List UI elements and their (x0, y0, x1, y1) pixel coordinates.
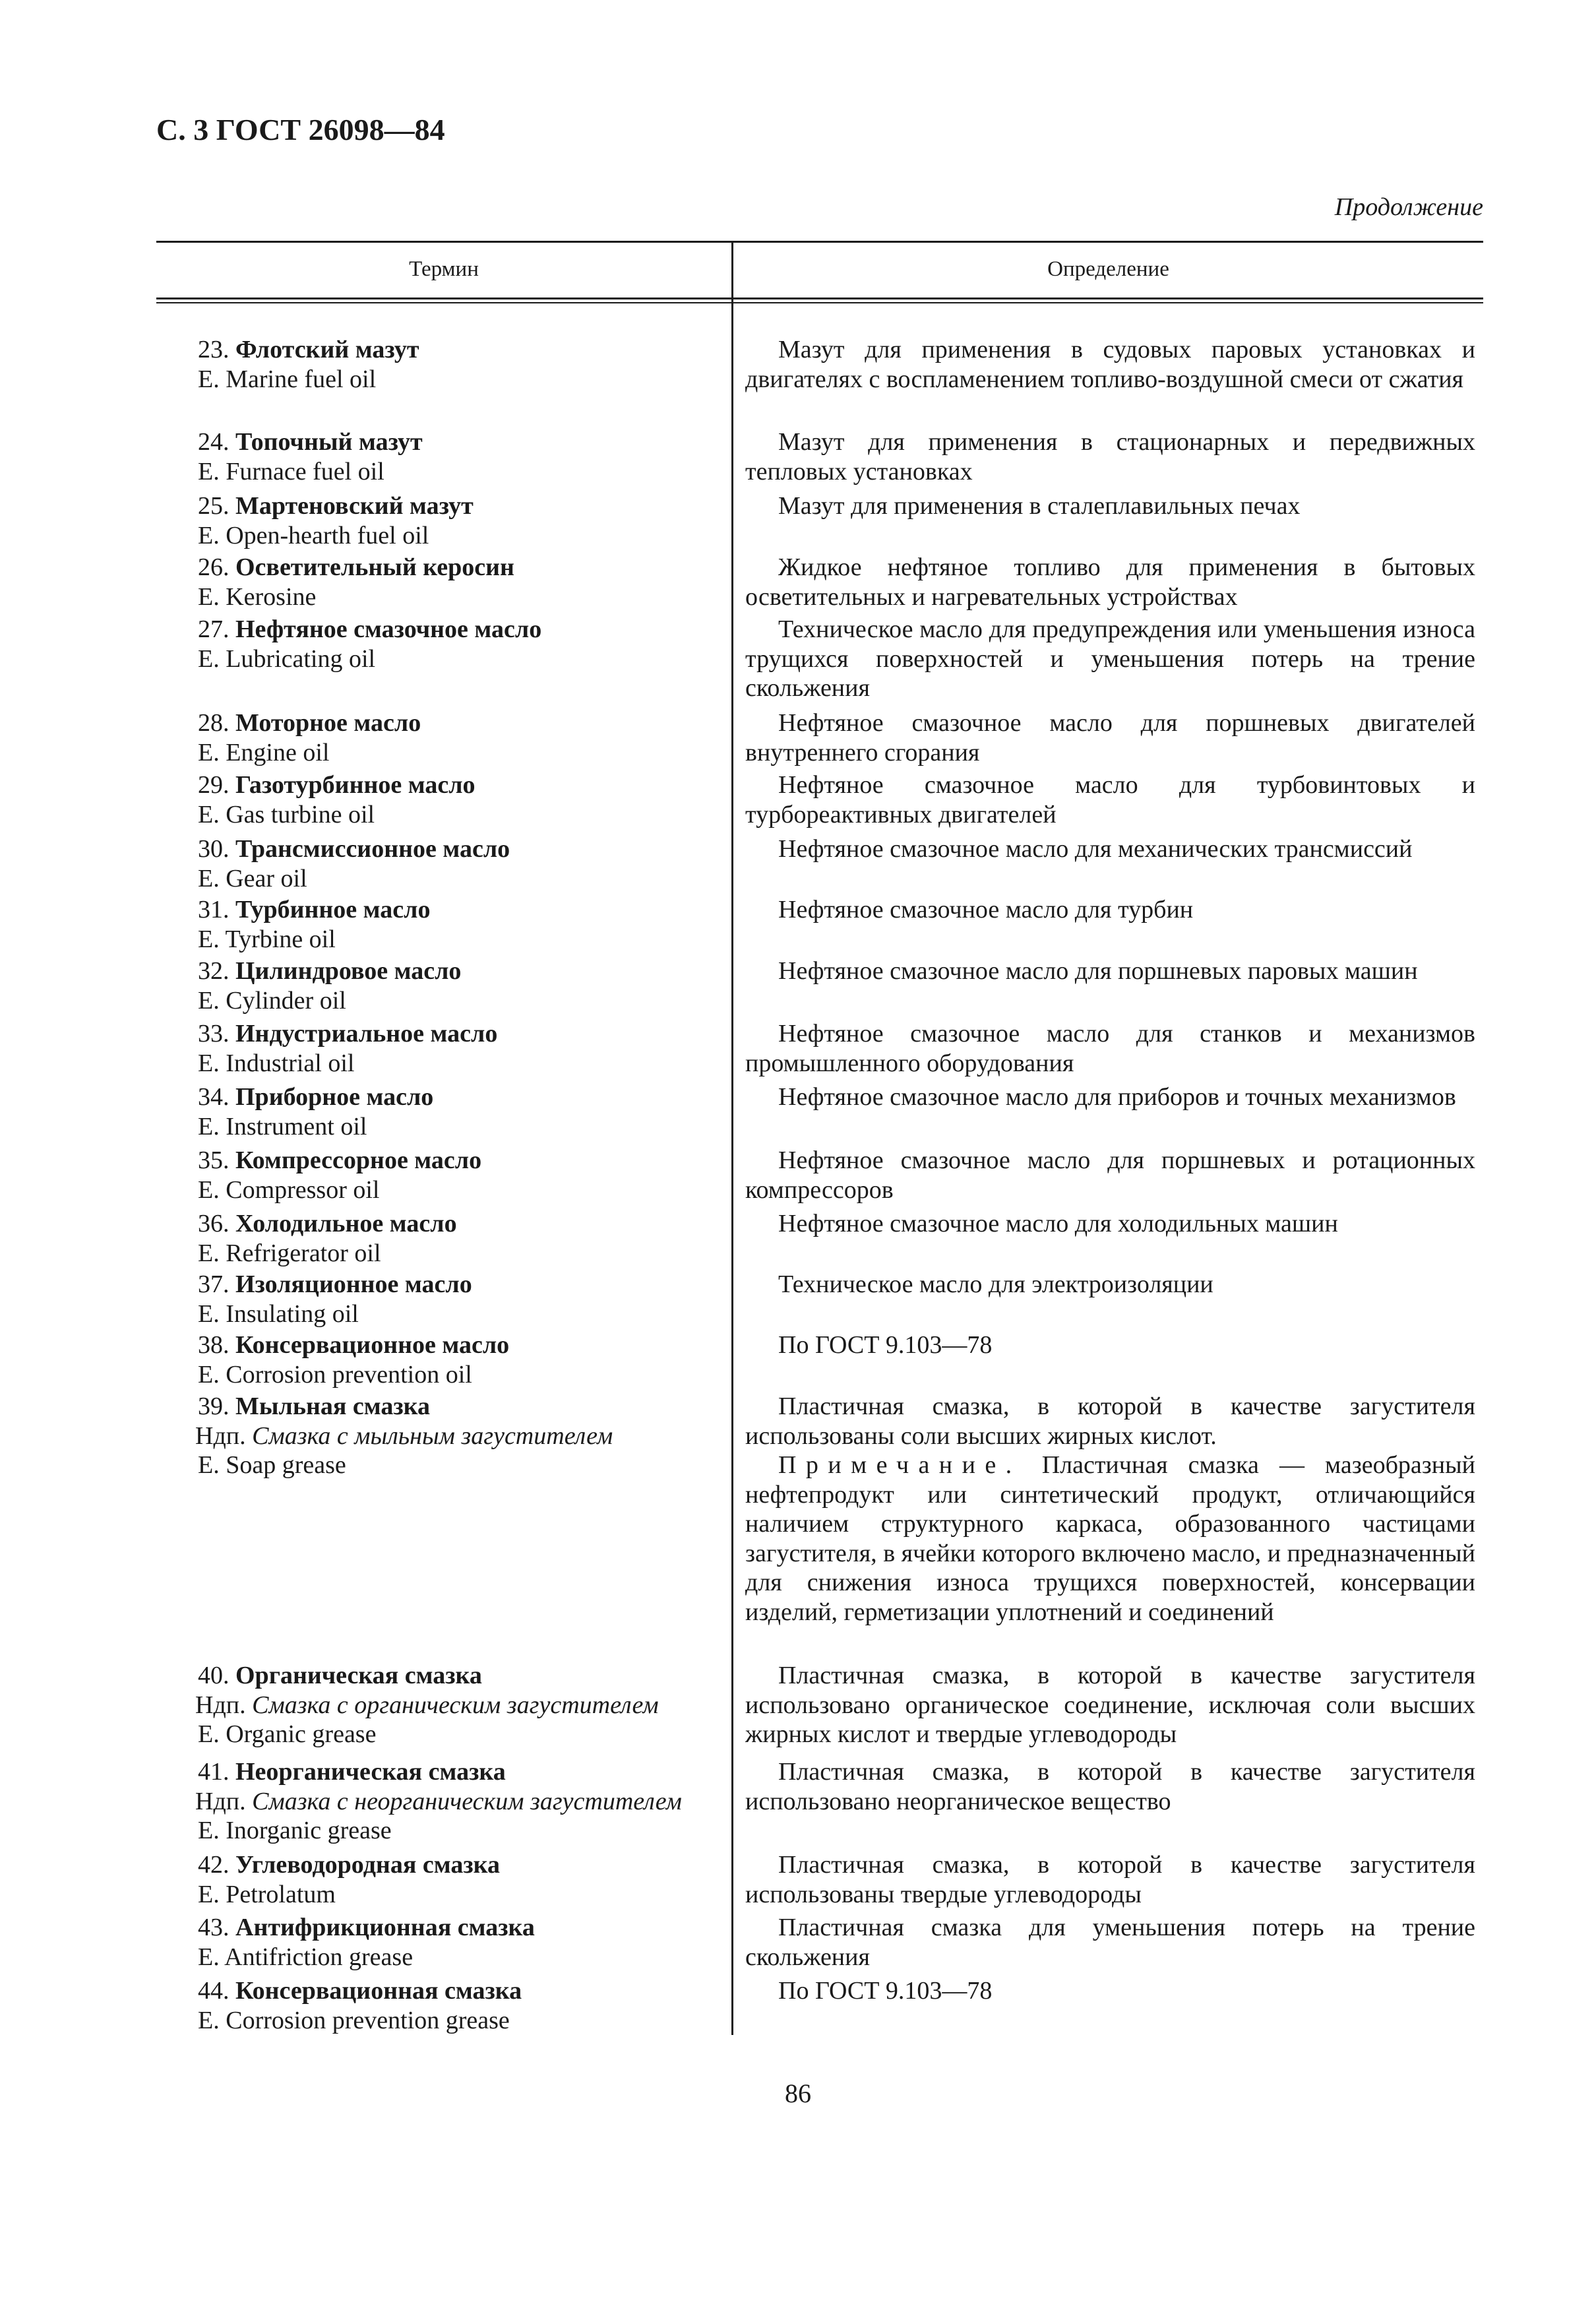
term-name: Органическая смазка (235, 1662, 482, 1689)
term-line (198, 1757, 725, 1787)
definition-text: Мазут для применения в стационарных и передвижных тепловых установках (745, 428, 1475, 485)
english-term-line (198, 738, 725, 768)
english-term: Open-hearth fuel oil (226, 521, 429, 549)
english-term: Petrolatum (226, 1880, 336, 1908)
term-name: Моторное масло (235, 709, 421, 737)
table-top-rule (156, 241, 1483, 243)
definition-text: По ГОСТ 9.103—78 (778, 1977, 993, 2005)
english-term: Refrigerator oil (226, 1239, 381, 1267)
term-number: 31. (198, 896, 230, 923)
definition-text: Нефтяное смазочное масло для холодильных машин (778, 1210, 1338, 1237)
english-prefix: E. (198, 1817, 220, 1844)
definition-text: Техническое масло для предупреждения или уменьшения износа трущихся поверхностей и уменьшения потерь на трение скольжения (745, 615, 1475, 702)
definition-text: Нефтяное смазочное масло для турбин (778, 896, 1194, 923)
deprecated-term-line (195, 1787, 725, 1817)
term-name: Приборное масло (235, 1083, 434, 1111)
term-cell (198, 1019, 725, 1078)
term-cell (195, 1661, 725, 1749)
term-number: 26. (198, 553, 230, 581)
note-paragraph (745, 1451, 1475, 1627)
column-divider (731, 242, 733, 2035)
english-prefix: E. (198, 457, 220, 485)
english-term: Gas turbine oil (226, 800, 375, 829)
term-number: 42. (198, 1851, 230, 1879)
term-line (198, 1209, 725, 1239)
english-prefix: E. (198, 925, 220, 953)
english-term: Industrial oil (226, 1049, 355, 1077)
english-term-line (198, 864, 725, 894)
english-term: Lubricating oil (226, 644, 376, 673)
term-cell (195, 1757, 725, 1846)
definition-text: Нефтяное смазочное масло для станков и механизмов промышленного оборудования (745, 1020, 1475, 1077)
english-term-line (198, 1175, 725, 1205)
term-cell (198, 1330, 725, 1389)
definition-cell (745, 1019, 1475, 1078)
definition-cell (745, 491, 1475, 521)
definition-cell (745, 1392, 1475, 1627)
term-name: Цилиндровое масло (235, 957, 462, 985)
english-prefix: E. (198, 1880, 220, 1908)
term-name: Индустриальное масло (235, 1020, 498, 1048)
english-term-line (198, 1943, 725, 1972)
term-number: 41. (198, 1758, 230, 1786)
term-cell (198, 427, 725, 486)
definition-cell (745, 1146, 1475, 1204)
english-prefix: E. (198, 1360, 220, 1389)
term-name: Трансмиссионное масло (235, 835, 510, 863)
deprecated-term: Смазка с органическим загустителем (252, 1691, 659, 1719)
definition-text: Жидкое нефтяное топливо для применения в бытовых осветительных и нагревательных устройствах (745, 553, 1475, 611)
deprecated-term: Смазка с неорганическим загустителем (252, 1787, 682, 1815)
definition-text: Нефтяное смазочное масло для механических трансмиссий (778, 835, 1413, 863)
definition-cell (745, 615, 1475, 703)
english-term: Tyrbine oil (225, 925, 336, 953)
term-cell (198, 770, 725, 829)
definition-text: Мазут для применения в сталеплавильных печах (778, 492, 1301, 520)
english-term: Inorganic grease (226, 1817, 392, 1844)
term-line (198, 1019, 725, 1049)
english-prefix: E. (198, 644, 220, 673)
definition-cell (745, 427, 1475, 486)
english-term-line (198, 1451, 725, 1480)
definition-text: Нефтяное смазочное масло для поршневых паровых машин (778, 957, 1418, 985)
english-term-line (198, 365, 725, 394)
deprecated-term-line (195, 1691, 725, 1720)
term-name: Консервационная смазка (235, 1977, 522, 2005)
english-prefix: E. (198, 864, 220, 892)
term-name: Газотурбинное масло (235, 771, 476, 799)
english-term: Compressor oil (226, 1175, 380, 1204)
english-prefix: E. (198, 1049, 220, 1077)
english-term: Kerosine (226, 582, 317, 611)
english-term: Insulating oil (226, 1299, 359, 1328)
english-term: Marine fuel oil (226, 365, 377, 393)
english-term-line (198, 800, 725, 830)
term-number: 44. (198, 1977, 230, 2005)
page-number: 86 (785, 2079, 811, 2108)
english-prefix: E. (198, 521, 220, 549)
term-cell (198, 1082, 725, 1141)
english-term-line (198, 521, 725, 551)
table-header-rule (156, 297, 1483, 303)
term-number: 39. (198, 1392, 230, 1420)
english-term: Corrosion prevention oil (226, 1360, 472, 1389)
english-prefix: E. (198, 1112, 220, 1141)
definition-text: Нефтяное смазочное масло для поршневых и ротационных компрессоров (745, 1146, 1475, 1204)
deprecated-term-line (195, 1422, 725, 1451)
definition-cell (745, 1661, 1475, 1749)
term-line (198, 1082, 725, 1112)
term-number: 43. (198, 1914, 230, 1941)
term-number: 25. (198, 492, 230, 520)
deprecated-prefix: Ндп. (195, 1787, 246, 1815)
english-term-line (198, 1049, 725, 1079)
english-prefix: E. (198, 800, 220, 829)
english-term-line (198, 1720, 725, 1749)
term-number: 33. (198, 1020, 230, 1048)
term-name: Осветительный керосин (235, 553, 514, 581)
definition-cell (745, 1757, 1475, 1816)
term-number: 29. (198, 771, 230, 799)
definition-text: Пластичная смазка для уменьшения потерь на трение скольжения (745, 1914, 1475, 1971)
definition-text: По ГОСТ 9.103—78 (778, 1331, 993, 1359)
term-number: 36. (198, 1210, 230, 1237)
english-term: Cylinder oil (226, 986, 346, 1015)
term-cell (198, 834, 725, 893)
term-line (198, 708, 725, 738)
term-cell (198, 1146, 725, 1204)
definition-text: Пластичная смазка, в которой в качестве загустителя использованы твердые углеводороды (745, 1851, 1475, 1908)
definition-text: Нефтяное смазочное масло для приборов и точных механизмов (778, 1083, 1456, 1111)
term-name: Мыльная смазка (235, 1392, 430, 1420)
definition-cell (745, 1913, 1475, 1972)
term-cell (198, 956, 725, 1015)
term-name: Консервационное масло (235, 1331, 510, 1359)
english-term: Corrosion prevention grease (226, 2006, 510, 2034)
definition-cell (745, 1976, 1475, 2006)
term-cell (198, 335, 725, 394)
term-name: Компрессорное масло (235, 1146, 482, 1174)
definition-cell (745, 1270, 1475, 1299)
term-line (198, 491, 725, 521)
english-prefix: E. (198, 1943, 220, 1971)
term-name: Мартеновский мазут (235, 492, 474, 520)
column-header-definition: Определение (1047, 257, 1169, 281)
definition-text: Нефтяное смазочное масло для поршневых двигателей внутреннего сгорания (745, 709, 1475, 766)
term-line (198, 1146, 725, 1175)
definition-cell (745, 335, 1475, 394)
english-term-line (198, 1239, 725, 1268)
term-number: 24. (198, 428, 230, 456)
term-number: 32. (198, 957, 230, 985)
term-number: 35. (198, 1146, 230, 1174)
english-prefix: E. (198, 738, 220, 766)
english-term: Antifriction grease (224, 1943, 414, 1971)
note-label: Примечание. (778, 1451, 1022, 1479)
definition-cell (745, 834, 1475, 864)
term-number: 28. (198, 709, 230, 737)
term-cell (198, 1913, 725, 1972)
term-number: 40. (198, 1662, 230, 1689)
english-term-line (198, 1880, 725, 1910)
definition-cell (745, 1082, 1475, 1112)
english-term-line (198, 1299, 725, 1329)
english-term-line (198, 2006, 725, 2036)
english-term: Furnace fuel oil (226, 457, 384, 485)
english-term: Soap grease (226, 1451, 346, 1479)
english-term: Gear oil (226, 864, 307, 892)
term-cell (198, 1270, 725, 1329)
term-name: Турбинное масло (235, 896, 431, 923)
english-term: Engine oil (226, 738, 330, 766)
term-name: Антифрикционная смазка (235, 1914, 535, 1941)
english-prefix: E. (198, 1451, 220, 1479)
definition-cell (745, 956, 1475, 986)
english-term-line (198, 582, 725, 612)
term-name: Холодильное масло (235, 1210, 457, 1237)
term-cell (198, 1850, 725, 1909)
english-prefix: E. (198, 1299, 220, 1328)
english-term-line (198, 1816, 725, 1846)
term-name: Нефтяное смазочное масло (235, 615, 542, 643)
english-term: Instrument oil (226, 1112, 367, 1141)
english-prefix: E. (198, 986, 220, 1015)
term-name: Топочный мазут (235, 428, 423, 456)
english-term-line (198, 1112, 725, 1142)
term-cell (195, 1392, 725, 1480)
definition-cell (745, 1330, 1475, 1360)
term-cell (198, 553, 725, 611)
term-cell (198, 1209, 725, 1268)
column-header-term: Термин (409, 257, 479, 281)
page-header: С. 3 ГОСТ 26098—84 (156, 113, 445, 146)
term-number: 30. (198, 835, 230, 863)
definition-text: Мазут для применения в судовых паровых установках и двигателях с воспламенением топливо-воздушной смеси от сжатия (745, 336, 1475, 393)
term-number: 37. (198, 1270, 230, 1298)
term-line (198, 956, 725, 986)
definition-text: Пластичная смазка, в которой в качестве загустителя использовано неорганическое вещество (745, 1758, 1475, 1815)
term-number: 23. (198, 336, 230, 363)
english-prefix: E. (198, 1239, 220, 1267)
deprecated-term: Смазка с мыльным загустителем (252, 1422, 613, 1450)
term-cell (198, 1976, 725, 2035)
term-name: Углеводородная смазка (235, 1851, 500, 1879)
term-cell (198, 895, 725, 954)
english-term: Organic grease (226, 1720, 377, 1748)
definition-text: Пластичная смазка, в которой в качестве загустителя использовано органическое соединение, исключая соли высших жирных кислот и твердые углеводороды (745, 1662, 1475, 1748)
deprecated-prefix: Ндп. (195, 1691, 246, 1719)
note-text: Пластичная смазка — мазеобразный нефтепродукт или синтетический продукт, отличающийся наличием структурного каркаса, образованного частицами загустителя, в ячейки которого включено масло, и предназначенный для снижения износа трущихся поверхностей, консервации изделий, герметизации уплотнений и соединений (745, 1451, 1475, 1626)
term-line (198, 1270, 725, 1299)
term-number: 34. (198, 1083, 230, 1111)
english-prefix: E. (198, 2006, 220, 2034)
term-line (198, 427, 725, 457)
term-cell (198, 615, 725, 673)
definition-cell (745, 553, 1475, 611)
definition-cell (745, 1850, 1475, 1909)
english-prefix: E. (198, 1720, 220, 1748)
term-line (198, 1330, 725, 1360)
term-line (198, 1913, 725, 1943)
definition-text: Нефтяное смазочное масло для турбовинтовых и турбореактивных двигателей (745, 771, 1475, 829)
term-name: Флотский мазут (235, 336, 419, 363)
term-line (198, 834, 725, 864)
term-line (198, 1392, 725, 1422)
english-term-line (198, 644, 725, 674)
english-term-line (198, 1360, 725, 1390)
definition-cell (745, 1209, 1475, 1239)
english-term-line (198, 986, 725, 1016)
english-prefix: E. (198, 582, 220, 611)
definition-cell (745, 708, 1475, 767)
definition-cell (745, 770, 1475, 829)
english-prefix: E. (198, 1175, 220, 1204)
term-name: Изоляционное масло (235, 1270, 472, 1298)
term-line (198, 770, 725, 800)
term-number: 38. (198, 1331, 230, 1359)
term-cell (198, 708, 725, 767)
term-cell (198, 491, 725, 550)
term-name: Неорганическая смазка (235, 1758, 506, 1786)
continued-label: Продолжение (1334, 193, 1483, 221)
english-prefix: E. (198, 365, 220, 393)
term-line (198, 1850, 725, 1880)
definition-text: Техническое масло для электроизоляции (778, 1270, 1213, 1298)
term-line (198, 1661, 725, 1691)
term-line (198, 553, 725, 582)
definition-text: Пластичная смазка, в которой в качестве загустителя использованы соли высших жирных кислот. (745, 1392, 1475, 1450)
term-line (198, 1976, 725, 2006)
english-term-line (198, 457, 725, 487)
term-line (198, 895, 725, 925)
term-number: 27. (198, 615, 230, 643)
deprecated-prefix: Ндп. (195, 1422, 246, 1450)
term-line (198, 615, 725, 644)
definition-cell (745, 895, 1475, 925)
english-term-line (198, 925, 725, 954)
term-line (198, 335, 725, 365)
